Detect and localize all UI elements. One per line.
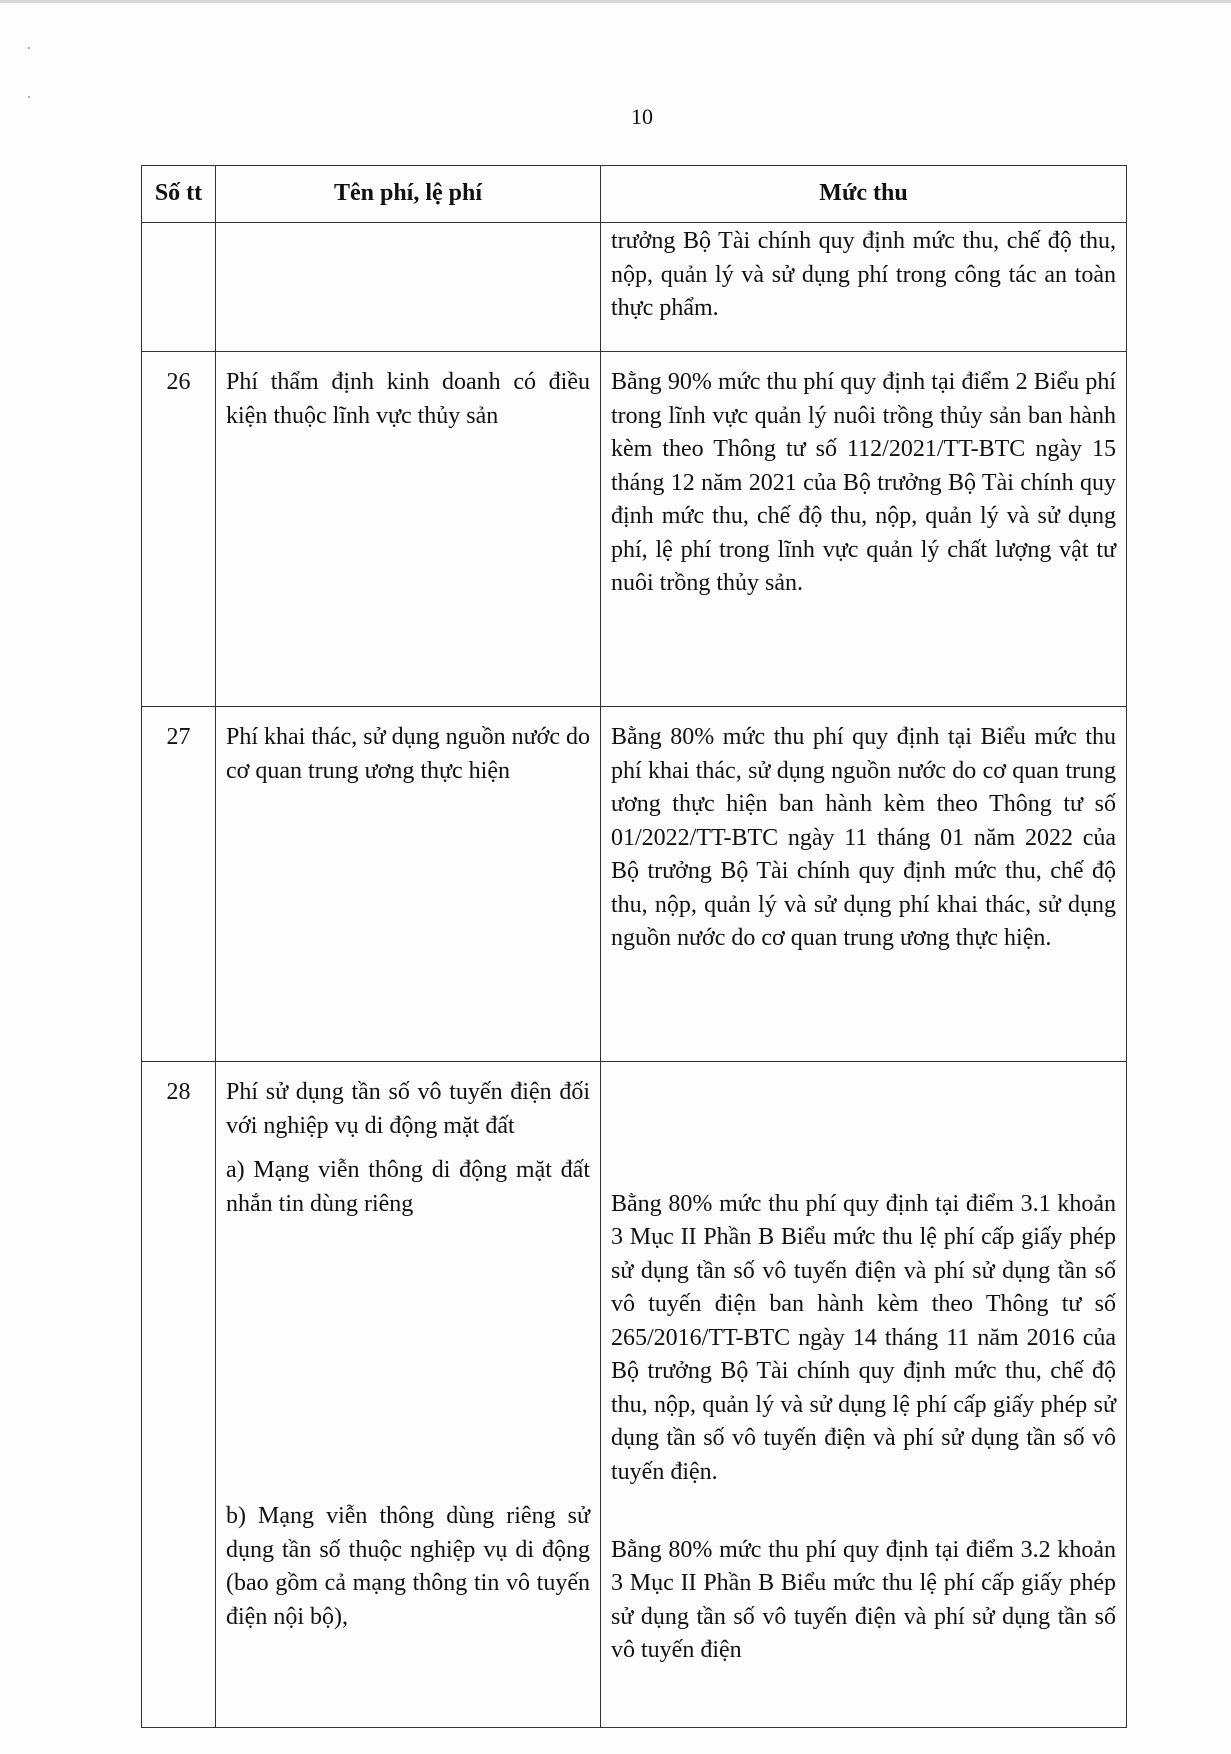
sub-item-a-rate: Bằng 80% mức thu phí quy định tại điểm 3.1 khoản 3 Mục II Phần B Biểu mức thu lệ phí cấp giấy phép sử dụng tần số vô tuyến điện và phí sử dụng tần số vô tuyến điện ban hành kèm theo Thông tư số 265/2016/TT-BTC ngày 14 tháng 11 năm 2016 của Bộ trưởng Bộ Tài chính quy định mức thu, chế độ thu, nộp, quản lý và sử dụng lệ phí cấp giấy phép sử dụng tần số vô tuyến điện và phí sử dụng tần số vô tuyến điện. — [611, 1190, 1116, 1485]
fee-table — [141, 165, 1127, 1728]
row-no — [142, 223, 216, 352]
row-rate — [611, 1076, 1116, 1177]
row-fee-name: Phí thẩm định kinh doanh có điều kiện thuộc lĩnh vực thủy sản — [216, 352, 601, 707]
table-row-continuation — [142, 223, 1127, 352]
sub-item-a-name: a) Mạng viễn thông di động mặt đất nhắn tin dùng riêng — [226, 1157, 590, 1217]
row-no: 27 — [142, 707, 216, 1062]
row-fee-name: Phí sử dụng tần số vô tuyến điện đối với nghiệp vụ di động mặt đất — [226, 1079, 590, 1139]
row-rate: Bằng 80% mức thu phí quy định tại Biểu mức thu phí khai thác, sử dụng nguồn nước do cơ quan trung ương thực hiện ban hành kèm theo Thông tư số 01/2022/TT-BTC ngày 11 tháng 01 năm 2022 của Bộ trưởng Bộ Tài chính quy định mức thu, chế độ thu, nộp, quản lý và sử dụng phí khai thác, sử dụng nguồn nước do cơ quan trung ương thực hiện. — [601, 707, 1127, 1062]
row-fee-name-group — [216, 1062, 601, 1728]
row-fee-name: Phí khai thác, sử dụng nguồn nước do cơ quan trung ương thực hiện — [216, 707, 601, 1062]
scan-top-edge — [0, 0, 1231, 3]
page-number: 10 — [631, 104, 653, 129]
scan-speck — [28, 47, 30, 49]
table-row — [142, 352, 1127, 707]
row-rate: trưởng Bộ Tài chính quy định mức thu, chế độ thu, nộp, quản lý và sử dụng phí trong công tác an toàn thực phẩm. — [601, 223, 1127, 352]
row-rate-group — [601, 1062, 1127, 1728]
table-header-row — [142, 166, 1127, 223]
row-no: 28 — [142, 1062, 216, 1728]
sub-item-b-rate: Bằng 80% mức thu phí quy định tại điểm 3.2 khoản 3 Mục II Phần B Biểu mức thu lệ phí cấp giấy phép sử dụng tần số vô tuyến điện và phí sử dụng tần số vô tuyến điện — [611, 1536, 1116, 1663]
row-no: 26 — [142, 352, 216, 707]
scan-speck — [28, 96, 30, 98]
header-rate: Mức thu — [601, 166, 1127, 223]
table-row — [142, 1062, 1127, 1728]
sub-item-b-name: b) Mạng viễn thông dùng riêng sử dụng tần số thuộc nghiệp vụ di động (bao gồm cả mạng thông tin vô tuyến điện nội bộ), — [226, 1503, 590, 1630]
header-fee-name: Tên phí, lệ phí — [216, 166, 601, 223]
row-fee-name — [216, 223, 601, 352]
header-no: Số tt — [142, 166, 216, 223]
table-row — [142, 707, 1127, 1062]
row-rate: Bằng 90% mức thu phí quy định tại điểm 2 Biểu phí trong lĩnh vực quản lý nuôi trồng thủy sản ban hành kèm theo Thông tư số 112/2021/TT-BTC ngày 15 tháng 12 năm 2021 của Bộ trưởng Bộ Tài chính quy định mức thu, chế độ thu, nộp, quản lý và sử dụng phí, lệ phí trong lĩnh vực quản lý chất lượng vật tư nuôi trồng thủy sản. — [601, 352, 1127, 707]
